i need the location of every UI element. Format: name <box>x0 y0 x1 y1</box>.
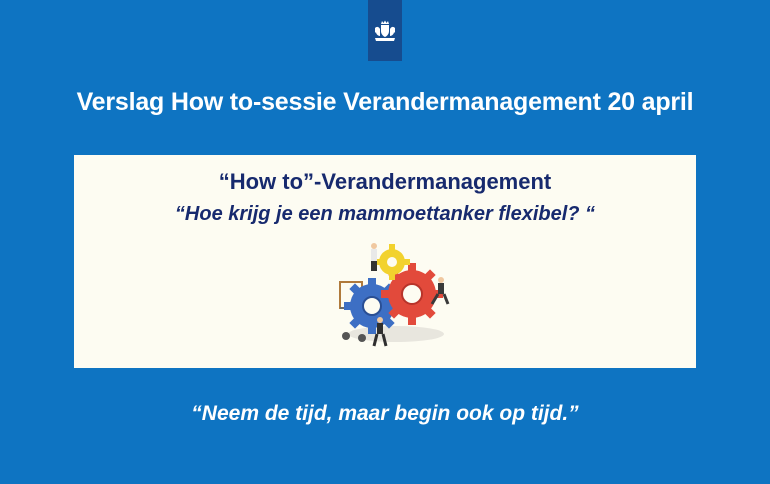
content-card <box>74 155 696 368</box>
logo-tab <box>368 0 402 61</box>
coat-of-arms-icon <box>372 19 398 43</box>
closing-quote: “Neem de tijd, maar begin ook op tijd.” <box>191 402 579 425</box>
page-title: Verslag How to-sessie Verandermanagement 20 april <box>76 88 694 116</box>
people-pushing-gears-icon <box>334 242 454 354</box>
card-subtitle: “Hoe krijg je een mammoettanker flexibel? “ <box>174 203 596 225</box>
card-title: “How to”-Verandermanagement <box>218 169 552 194</box>
